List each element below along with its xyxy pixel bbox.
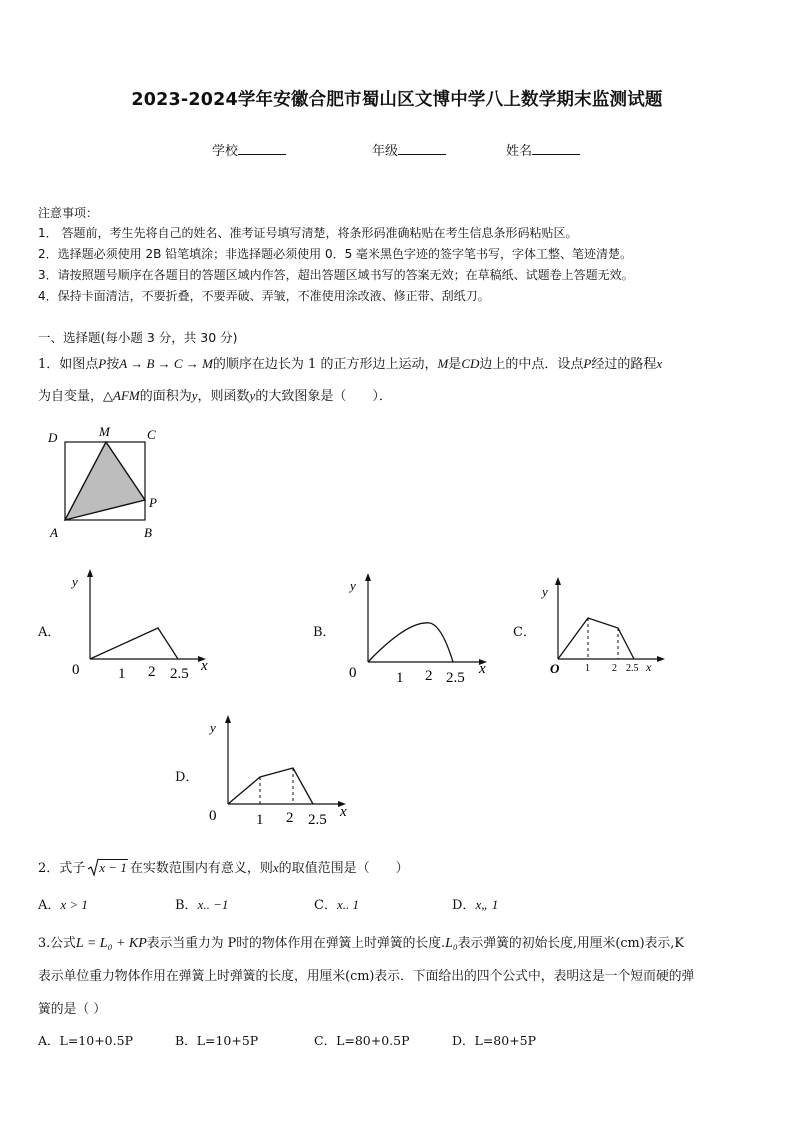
tick-label: 1 bbox=[256, 812, 264, 828]
option-b-label[interactable]: B． bbox=[313, 625, 336, 640]
question-3-line-1: 3.公式L = L₀ + KP表示当重力为 P时的物体作用在弹簧上时弹簧的长度.L₀表示弹簧的初始长度,用厘米(cm)表示,K bbox=[38, 936, 684, 951]
point-label-b: B bbox=[144, 525, 152, 540]
section-heading: 一、选择题(每小题 3 分，共 30 分) bbox=[38, 330, 238, 345]
origin-label: 0 bbox=[72, 662, 80, 678]
point-label-m: M bbox=[99, 424, 110, 439]
q3-option-b[interactable]: B．L=10+5P bbox=[175, 1033, 259, 1048]
q3-option-c[interactable]: C．L=80+0.5P bbox=[314, 1033, 410, 1048]
graph-option-c[interactable] bbox=[536, 574, 676, 679]
tick-label: 1 bbox=[118, 666, 126, 682]
grade-field bbox=[372, 140, 446, 159]
school-label: 学校 bbox=[212, 144, 239, 159]
question-2: 2．式子 x − 1 在实数范围内有意义，则x的取值范围是（ ） bbox=[38, 860, 409, 876]
tick-label: 2 bbox=[425, 668, 433, 684]
grade-label: 年级 bbox=[372, 144, 399, 159]
point-label-c: C bbox=[147, 427, 156, 442]
tick-label: 2 bbox=[286, 810, 294, 826]
option-c-label[interactable]: C． bbox=[513, 625, 536, 640]
question-1-line-2: 为自变量，△AFM的面积为y，则函数y的大致图象是（ ）． bbox=[38, 388, 392, 404]
option-a-label[interactable]: A． bbox=[38, 625, 61, 640]
x-axis-label: x bbox=[201, 658, 208, 674]
graph-option-a[interactable] bbox=[62, 566, 222, 686]
q2-option-d[interactable]: D．x„ 1 bbox=[452, 897, 499, 913]
q2-option-c[interactable]: C．x.. 1 bbox=[314, 897, 359, 913]
tick-label: 1 bbox=[585, 663, 590, 674]
graph-option-d[interactable] bbox=[200, 712, 360, 832]
tick-label: 2 bbox=[148, 664, 156, 680]
triangle-afm bbox=[65, 442, 145, 520]
sqrt-expression: x − 1 bbox=[87, 860, 128, 876]
point-label-a: A bbox=[50, 525, 58, 540]
square-figure bbox=[40, 422, 170, 544]
graph-c-curve bbox=[558, 618, 634, 659]
note-item: 2．选择题必须使用 2B 铅笔填涂；非选择题必须使用 0．5 毫米黑色字迹的签字笔书写，字体工整、笔迹清楚。 bbox=[38, 247, 633, 261]
notes-heading: 注意事项： bbox=[38, 206, 99, 220]
origin-label: 0 bbox=[349, 665, 357, 681]
tick-label: 1 bbox=[396, 670, 404, 686]
graph-option-b[interactable] bbox=[338, 570, 498, 690]
point-label-d: D bbox=[48, 430, 58, 445]
tick-label: 2 bbox=[612, 663, 617, 674]
tick-label: 2.5 bbox=[626, 663, 639, 674]
name-field bbox=[506, 140, 580, 159]
q3-option-d[interactable]: D．L=80+5P bbox=[452, 1033, 537, 1048]
tick-label: 2.5 bbox=[446, 670, 465, 686]
graph-a-curve bbox=[90, 628, 178, 659]
graph-b-curve bbox=[368, 623, 453, 662]
graph-d-curve bbox=[228, 768, 313, 804]
school-field bbox=[212, 140, 286, 159]
q2-option-a[interactable]: A．x > 1 bbox=[38, 897, 88, 913]
note-item: 1． 答题前，考生先将自己的姓名、准考证号填写清楚，将条形码准确粘贴在考生信息条形码粘贴区。 bbox=[38, 226, 578, 240]
point-label-p: P bbox=[149, 495, 157, 510]
x-axis-label: x bbox=[646, 660, 652, 674]
question-1-line-1: 1．如图点P按A → B → C → M的顺序在边长为 1 的正方形边上运动，M是CD边上的中点．设点P经过的路程x bbox=[38, 356, 663, 372]
origin-label: 0 bbox=[209, 808, 217, 824]
note-item: 3．请按照题号顺序在各题目的答题区域内作答，超出答题区域书写的答案无效；在草稿纸、试题卷上答题无效。 bbox=[38, 268, 634, 282]
q2-option-b[interactable]: B．x.. −1 bbox=[175, 897, 229, 913]
name-label: 姓名 bbox=[506, 144, 533, 159]
option-d-label[interactable]: D． bbox=[175, 770, 199, 785]
x-axis-label: x bbox=[340, 804, 347, 820]
page-title: 2023-2024学年安徽合肥市蜀山区文博中学八上数学期末监测试题 bbox=[131, 90, 663, 110]
q3-option-a[interactable]: A．L=10+0.5P bbox=[38, 1033, 133, 1048]
x-axis-label: x bbox=[479, 661, 486, 677]
y-axis-label: y bbox=[72, 574, 78, 589]
origin-label: O bbox=[550, 661, 560, 676]
tick-label: 2.5 bbox=[308, 812, 327, 828]
note-item: 4．保持卡面清洁，不要折叠，不要弄破、弄皱，不准使用涂改液、修正带、刮纸刀。 bbox=[38, 289, 490, 303]
question-3-line-3: 簧的是（ ） bbox=[38, 1002, 107, 1017]
y-axis-label: y bbox=[350, 578, 356, 593]
y-axis-label: y bbox=[542, 584, 548, 599]
question-3-line-2: 表示单位重力物体作用在弹簧上时弹簧的长度，用厘米(cm)表示．下面给出的四个公式中，表明这是一个短而硬的弹 bbox=[38, 969, 695, 984]
y-axis-label: y bbox=[210, 720, 216, 735]
tick-label: 2.5 bbox=[170, 666, 189, 682]
